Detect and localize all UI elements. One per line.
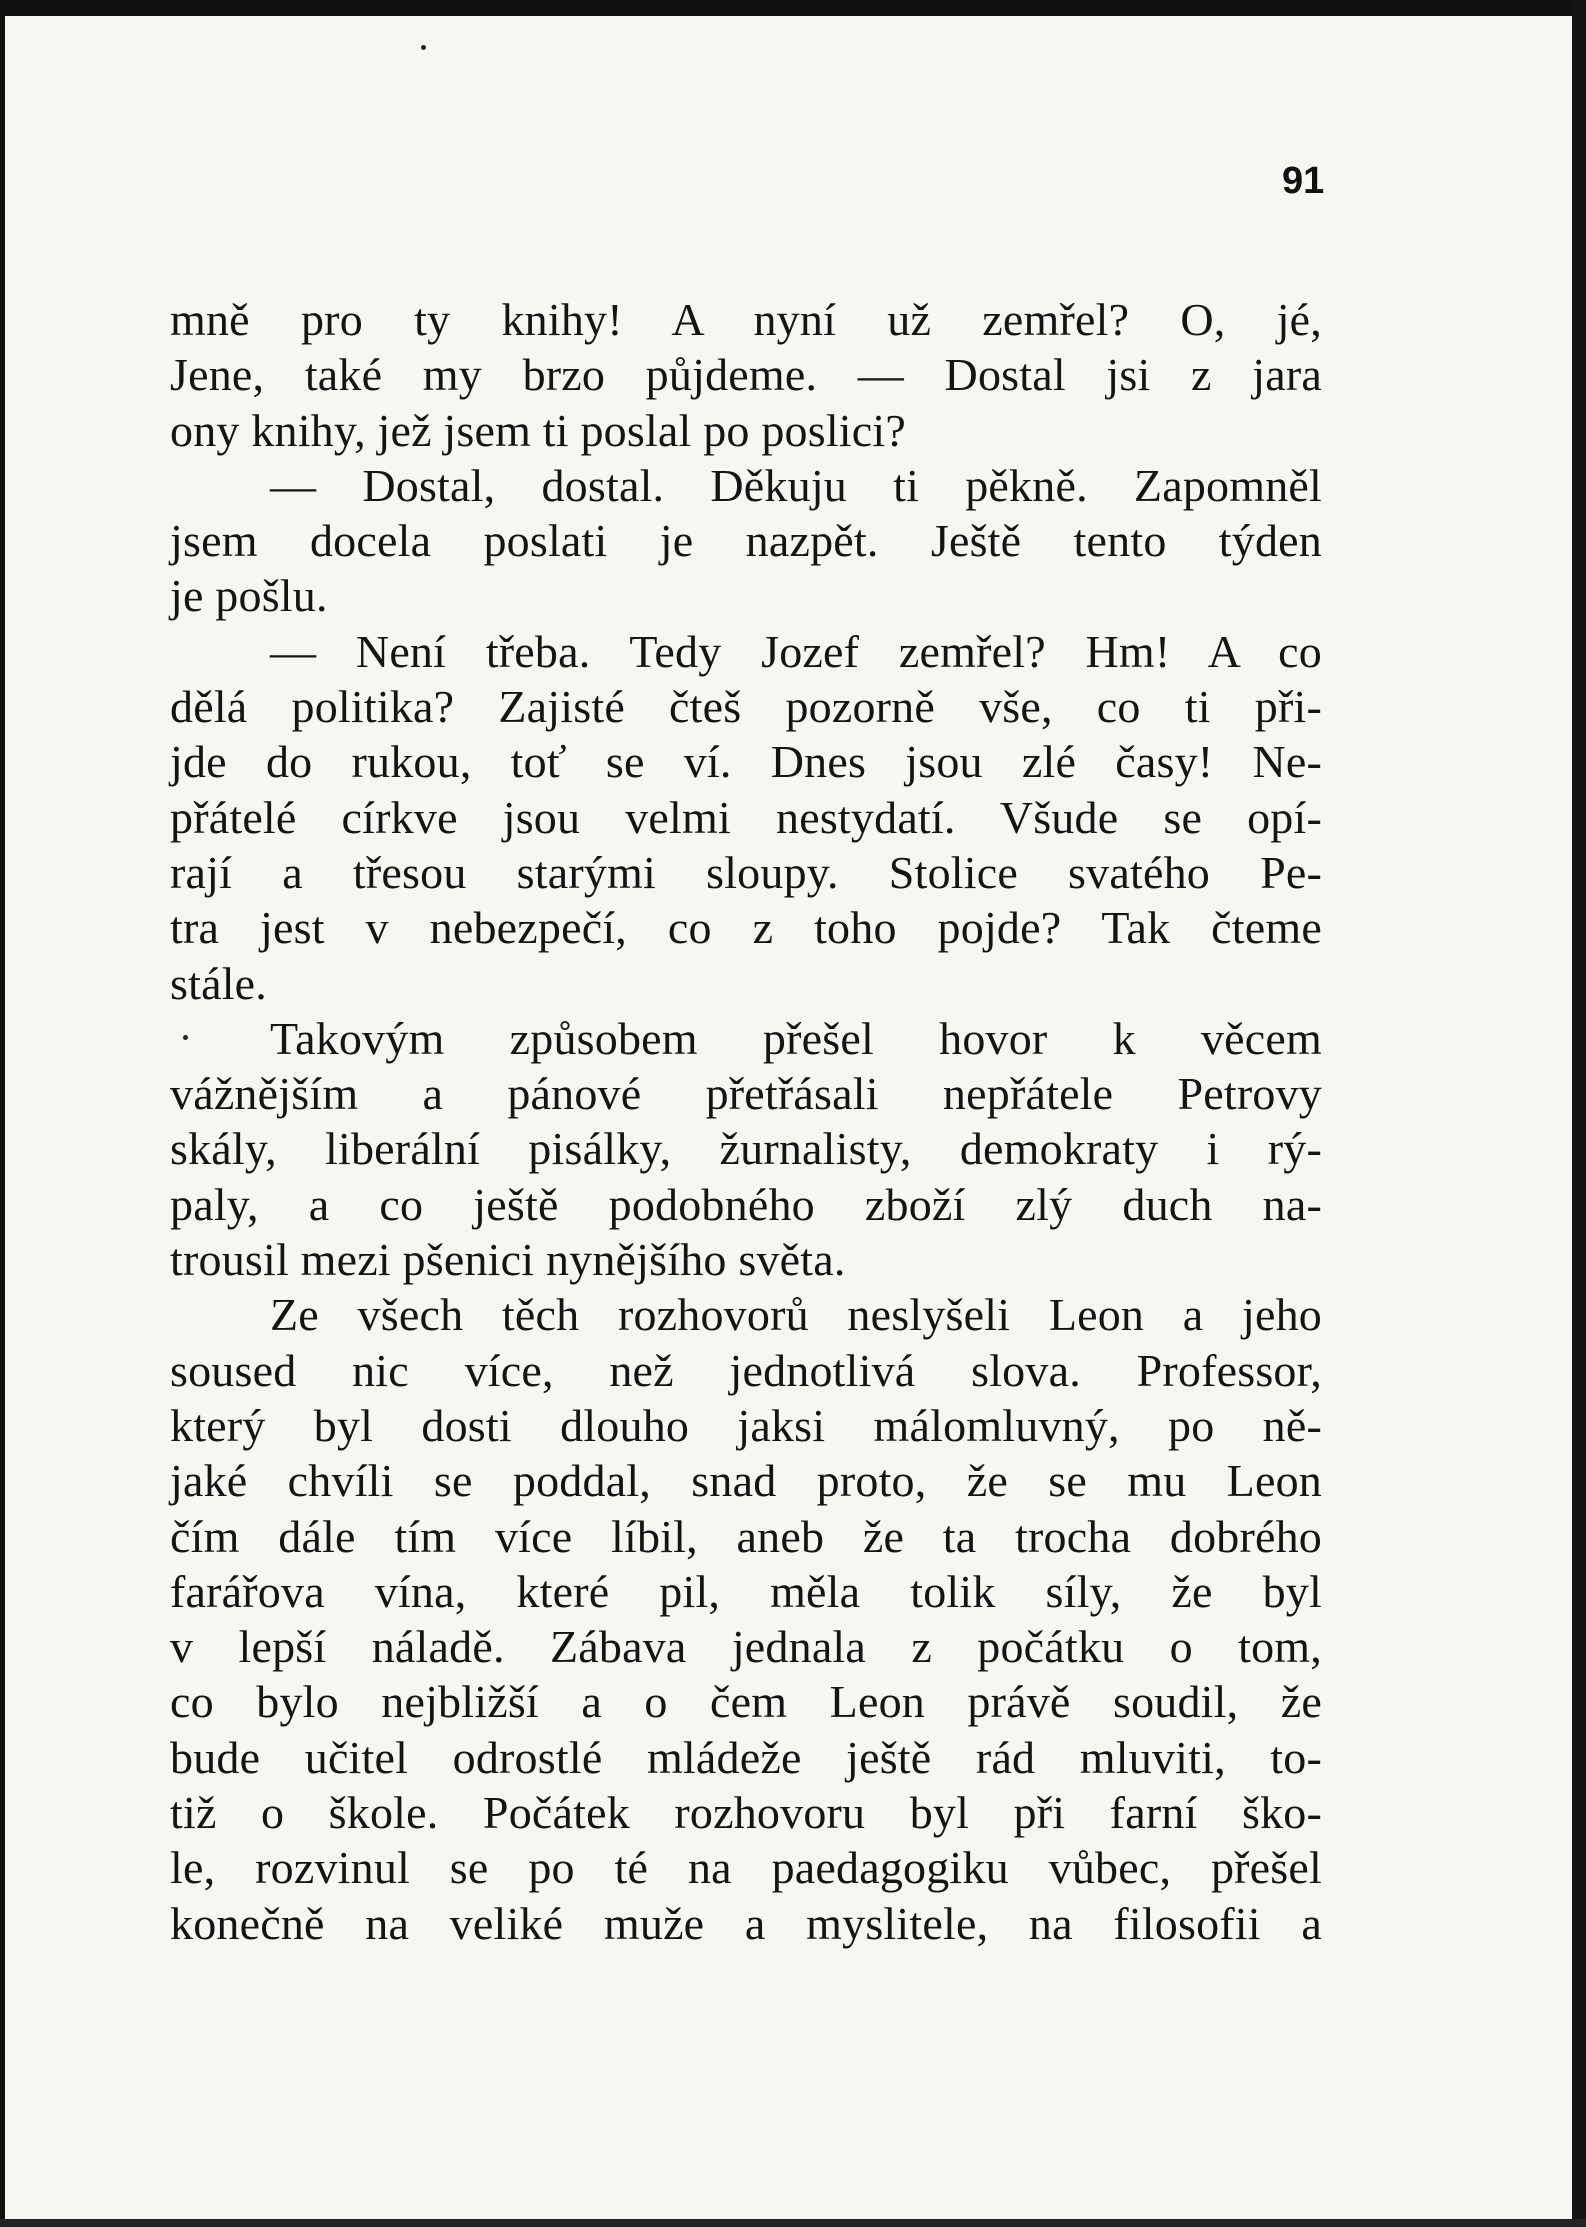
text-line: rají a třesou starými sloupy. Stolice svatého Pe- <box>170 846 1322 898</box>
text-line: co bylo nejbližší a o čem Leon právě soudil, že <box>170 1676 1322 1728</box>
text-line: bude učitel odrostlé mládeže ještě rád mluviti, to- <box>170 1731 1322 1783</box>
body-text <box>170 292 1322 1951</box>
text-line: mně pro ty knihy! A nyní už zemřel? O, jé, <box>170 294 1322 345</box>
text-line: stále. <box>170 957 267 1009</box>
text-line: dělá politika? Zajisté čteš pozorně vše, co ti při- <box>170 681 1322 733</box>
text-line: tiž o škole. Počátek rozhovoru byl při farní ško- <box>170 1787 1322 1839</box>
text-line: ony knihy, jež jsem ti poslal po poslici? <box>170 404 907 456</box>
text-line: tra jest v nebezpečí, co z toho pojde? Tak čteme <box>170 902 1322 954</box>
text-line: Takovým způsobem přešel hovor k věcem <box>270 1012 1322 1064</box>
text-line: Jene, také my brzo půjdeme. — Dostal jsi z jara <box>170 349 1322 401</box>
text-line: vážnějším a pánové přetřásali nepřátele Petrovy <box>170 1068 1322 1120</box>
text-line: jde do rukou, toť se ví. Dnes jsou zlé časy! Ne- <box>170 736 1322 788</box>
text-line: trousil mezi pšenici nynějšího světa. <box>170 1234 846 1286</box>
scan-edge-top <box>0 0 1586 16</box>
text-line: v lepší náladě. Zábava jednala z počátku o tom, <box>170 1621 1322 1673</box>
text-line: Ze všech těch rozhovorů neslyšeli Leon a jeho <box>270 1289 1322 1341</box>
text-line: přátelé církve jsou velmi nestydatí. Všude se opí- <box>170 791 1322 843</box>
text-line: jsem docela poslati je nazpět. Ještě tento týden <box>170 515 1322 567</box>
scan-edge-right <box>1572 0 1586 2227</box>
text-line: skály, liberální pisálky, žurnalisty, demokraty i rý- <box>170 1123 1322 1175</box>
text-line: le, rozvinul se po té na paedagogiku vůbec, přešel <box>170 1842 1322 1894</box>
text-line: soused nic více, než jednotlivá slova. Professor, <box>170 1344 1322 1396</box>
text-line: který byl dosti dlouho jaksi málomluvný, po ně- <box>170 1399 1322 1451</box>
text-line: konečně na veliké muže a myslitele, na filosofii a <box>170 1897 1322 1949</box>
text-line: farářova vína, které pil, měla tolik síly, že byl <box>170 1565 1322 1617</box>
text-line: čím dále tím více líbil, aneb že ta trocha dobrého <box>170 1510 1322 1562</box>
scan-edge-bottom <box>0 2219 1586 2227</box>
page-number: 91 <box>1282 160 1325 202</box>
text-line: paly, a co ještě podobného zboží zlý duch na- <box>170 1178 1322 1230</box>
text-line: — Není třeba. Tedy Jozef zemřel? Hm! A co <box>270 625 1322 677</box>
text-line: — Dostal, dostal. Děkuju ti pěkně. Zapomněl <box>270 459 1322 511</box>
scan-speck <box>421 45 426 50</box>
text-line: je pošlu. <box>170 570 328 622</box>
scan-edge-left <box>0 0 5 2227</box>
text-line: jaké chvíli se poddal, snad proto, že se mu Leon <box>170 1455 1322 1507</box>
